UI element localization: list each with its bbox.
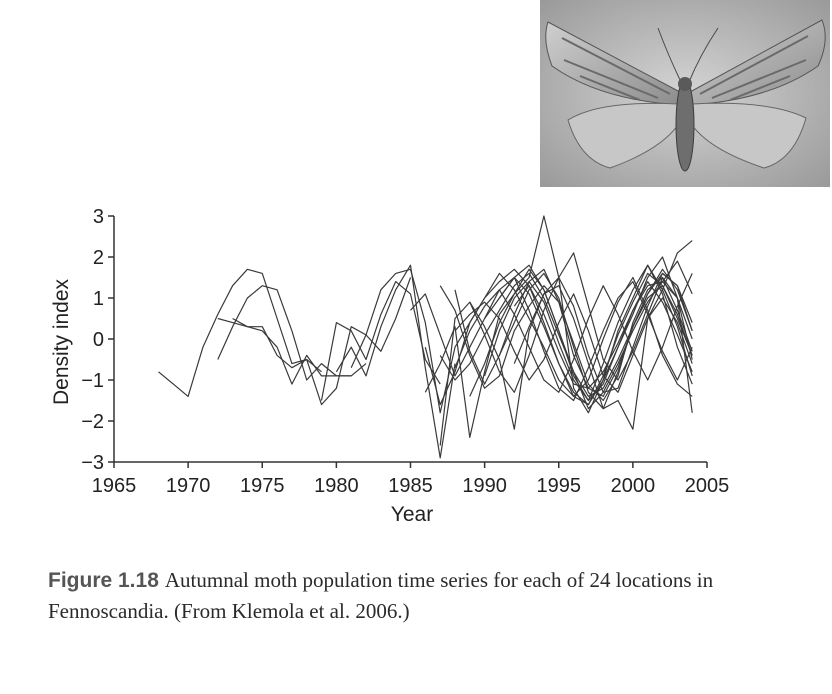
chart-series: [159, 216, 693, 458]
series-line-7: [351, 269, 692, 413]
figure-label: Figure 1.18: [48, 569, 159, 592]
x-tick-label: 1975: [240, 475, 285, 497]
x-tick-label: 1970: [165, 475, 211, 497]
x-axis-label: Year: [390, 503, 434, 526]
x-tick-label: 2005: [684, 475, 730, 497]
y-tick-label: 2: [92, 247, 104, 269]
series-line-1: [159, 269, 322, 396]
figure-caption-text: Autumnal moth population time series for each of 24 locations in Fennoscandia. (From Klemola et al. 2006.): [48, 568, 714, 623]
y-tick-label: 3: [92, 206, 104, 228]
y-tick-label: −3: [81, 452, 104, 474]
x-tick-label: 1980: [314, 475, 359, 497]
y-axis-label: Density index: [50, 278, 73, 406]
y-tick-label: 1: [92, 288, 104, 310]
chart-ticks: [81, 206, 729, 497]
x-tick-label: 1995: [536, 475, 581, 497]
y-tick-label: 0: [92, 329, 104, 351]
figure-caption: [48, 565, 768, 626]
chart-axes: [114, 216, 707, 462]
y-tick-label: −2: [81, 411, 104, 433]
series-line-11: [440, 241, 692, 446]
x-tick-label: 1965: [91, 475, 137, 497]
series-line-12: [440, 278, 692, 401]
x-tick-label: 1990: [462, 475, 507, 497]
y-tick-label: −1: [81, 370, 104, 392]
x-tick-label: 2000: [610, 475, 656, 497]
x-tick-label: 1985: [388, 475, 433, 497]
series-line-5: [322, 282, 441, 401]
series-line-3: [218, 319, 366, 385]
series-line-4: [233, 278, 411, 405]
